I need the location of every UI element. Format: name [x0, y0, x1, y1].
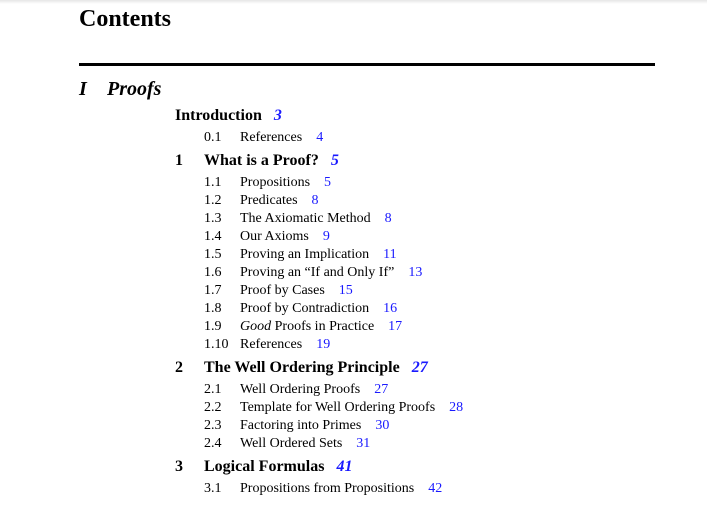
heading-rule: [79, 63, 655, 66]
toc-entry-title: References 4: [240, 130, 324, 145]
toc-entry-title: Good Proofs in Practice 17: [240, 319, 403, 334]
toc-entry-title: The Well Ordering Principle 27: [204, 359, 428, 376]
toc-page-link[interactable]: 5: [324, 175, 332, 190]
section-number: 1.5: [204, 247, 222, 262]
toc-entry-title: Propositions from Propositions 42: [240, 481, 443, 496]
chapter-number: 3: [175, 458, 183, 475]
toc-entry-title: Introduction: [175, 107, 262, 124]
section-number: 1.6: [204, 265, 222, 280]
toc-entry-title: Template for Well Ordering Proofs 28: [240, 400, 464, 415]
chapter-number: 2: [175, 359, 183, 376]
toc-page-link[interactable]: 28: [449, 400, 464, 415]
toc-page-link[interactable]: 27: [411, 359, 428, 376]
toc-entry-title: Well Ordering Proofs 27: [240, 382, 389, 397]
toc-page-link[interactable]: 30: [375, 418, 390, 433]
toc-page-link[interactable]: 13: [408, 265, 423, 280]
toc-entry-title: Proving an “If and Only If” 13: [240, 265, 423, 280]
toc-page-link[interactable]: 8: [311, 193, 319, 208]
toc-page-link[interactable]: 5: [330, 152, 339, 169]
toc-page-link[interactable]: 9: [322, 229, 330, 244]
section-number: 1.8: [204, 301, 222, 316]
chapter-number: 1: [175, 152, 183, 169]
toc-page-link[interactable]: 11: [383, 247, 397, 262]
section-number: 1.7: [204, 283, 222, 298]
toc-page-link[interactable]: 42: [428, 481, 443, 496]
section-number: 1.3: [204, 211, 222, 226]
toc-page-link[interactable]: 27: [374, 382, 389, 397]
section-number: 2.4: [204, 436, 222, 451]
toc-page-link[interactable]: 3: [273, 107, 282, 124]
section-number: 1.4: [204, 229, 222, 244]
section-number: 1.9: [204, 319, 222, 334]
toc-entry-title: The Axiomatic Method 8: [240, 211, 392, 226]
toc-entry-title: Our Axioms 9: [240, 229, 330, 244]
part-number: I: [79, 78, 87, 100]
toc-page-link[interactable]: 41: [336, 458, 353, 475]
section-number: 1.1: [204, 175, 222, 190]
section-number: 2.1: [204, 382, 222, 397]
toc-entry-title: Factoring into Primes 30: [240, 418, 390, 433]
toc-page-link[interactable]: 17: [388, 319, 403, 334]
section-number: 3.1: [204, 481, 222, 496]
toc-entry-title: What is a Proof? 5: [204, 152, 339, 169]
toc-entry-title: Well Ordered Sets 31: [240, 436, 371, 451]
section-number: 2.3: [204, 418, 222, 433]
section-number: 1.2: [204, 193, 222, 208]
section-number: 1.10: [204, 337, 229, 352]
toc-entry-title: Predicates 8: [240, 193, 319, 208]
part-title: Proofs: [107, 78, 162, 100]
emphasized-word: Good: [240, 319, 272, 334]
toc-entry-title: Proving an Implication 11: [240, 247, 397, 262]
section-number: 0.1: [204, 130, 222, 145]
part-heading: [79, 76, 161, 102]
section-number: 2.2: [204, 400, 222, 415]
toc-page-link[interactable]: 8: [384, 211, 392, 226]
toc-entry-title: Propositions 5: [240, 175, 332, 190]
toc-page-link[interactable]: 15: [338, 283, 353, 298]
toc-entry-introduction[interactable]: [175, 106, 282, 126]
toc-entry-title: References 19: [240, 337, 331, 352]
toc-entry-title: Proof by Cases 15: [240, 283, 353, 298]
toc-entry-title: Logical Formulas 41: [204, 458, 353, 475]
contents-heading: Contents: [79, 6, 172, 32]
toc-entry-title: Proof by Contradiction 16: [240, 301, 398, 316]
toc-page-link[interactable]: 19: [316, 337, 331, 352]
toc-page-link[interactable]: 4: [316, 130, 324, 145]
toc-page-link[interactable]: 31: [356, 436, 371, 451]
toc-page-link[interactable]: 16: [383, 301, 398, 316]
